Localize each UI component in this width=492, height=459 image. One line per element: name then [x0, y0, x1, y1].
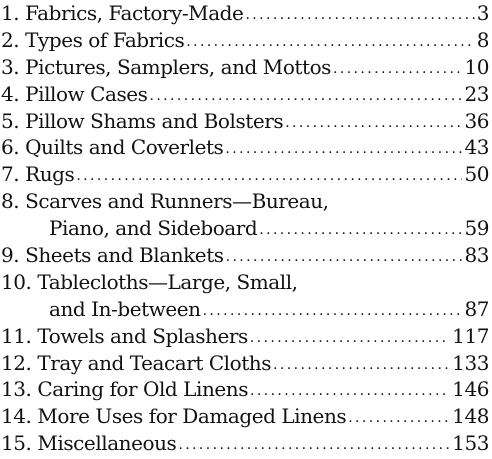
dot-leader [259, 214, 462, 244]
toc-entry-line [1, 242, 489, 269]
toc-entry [1, 54, 489, 81]
chapter-number: 13. [1, 377, 32, 402]
toc-entry-line [1, 403, 489, 430]
dot-leader [225, 133, 462, 163]
toc-entry [1, 242, 489, 269]
chapter-title: Caring for Old Linens [37, 377, 249, 402]
chapter-number: 10. [1, 269, 32, 294]
dot-leader [333, 53, 462, 83]
toc-entry [1, 134, 489, 161]
toc-entry-line [1, 269, 489, 296]
dot-leader [285, 107, 462, 137]
chapter-title: Fabrics, Factory-Made [25, 1, 244, 25]
dot-leader [245, 0, 474, 29]
toc-entry [1, 350, 489, 377]
dot-leader [348, 402, 450, 432]
dot-leader [149, 80, 462, 110]
page-number: 153 [452, 431, 489, 456]
toc-entry-line [1, 188, 489, 215]
dot-leader [203, 295, 463, 325]
toc-entry-line [1, 0, 489, 27]
page-number: 36 [464, 108, 489, 133]
chapter-title: Tray and Teacart Cloths [37, 350, 272, 375]
toc-entry-continuation-line [1, 215, 489, 242]
toc-entry-continuation-line [1, 296, 489, 323]
chapter-number: 5. [1, 108, 20, 133]
dot-leader [250, 375, 450, 405]
page-number: 148 [452, 404, 489, 429]
page-number: 8 [476, 27, 489, 52]
page-number: 23 [464, 81, 489, 106]
chapter-number: 4. [1, 81, 20, 106]
toc-entry-line [1, 323, 489, 350]
table-of-contents [1, 0, 489, 457]
toc-entry [1, 161, 489, 188]
page-number: 43 [464, 135, 489, 160]
chapter-title: Miscellaneous [37, 431, 177, 456]
chapter-title: Towels and Splashers [37, 323, 248, 348]
toc-entry-line [1, 161, 489, 188]
toc-entry [1, 27, 489, 54]
toc-entry-line [1, 376, 489, 403]
page-number: 3 [476, 1, 489, 25]
toc-entry [1, 323, 489, 350]
dot-leader [250, 322, 450, 352]
chapter-number: 14. [1, 404, 32, 429]
dot-leader [186, 26, 474, 56]
chapter-title: Scarves and Runners—Bureau, [25, 189, 329, 214]
chapter-number: 9. [1, 243, 20, 268]
toc-entry [1, 0, 489, 27]
chapter-title: Rugs [25, 162, 75, 187]
chapter-number: 6. [1, 135, 20, 160]
page-number: 50 [464, 162, 489, 187]
toc-entry-line [1, 27, 489, 54]
chapter-number: 3. [1, 54, 20, 79]
dot-leader [178, 429, 450, 459]
toc-entry [1, 188, 489, 242]
toc-entry [1, 81, 489, 108]
chapter-number: 2. [1, 27, 20, 52]
chapter-number: 1. [1, 1, 20, 25]
toc-entry-line [1, 350, 489, 377]
chapter-title: and In-between [49, 296, 201, 321]
toc-entry-line [1, 430, 489, 457]
chapter-title: Types of Fabrics [25, 27, 185, 52]
chapter-title: Quilts and Coverlets [25, 135, 224, 160]
chapter-number: 7. [1, 162, 20, 187]
page-number: 10 [464, 54, 489, 79]
dot-leader [76, 160, 462, 190]
toc-entry-line [1, 108, 489, 135]
chapter-title: More Uses for Damaged Linens [37, 404, 347, 429]
chapter-title: Piano, and Sideboard [49, 216, 258, 241]
chapter-title: Tablecloths—Large, Small, [37, 269, 298, 294]
chapter-title: Pictures, Samplers, and Mottos [25, 54, 331, 79]
toc-entry [1, 376, 489, 403]
toc-entry [1, 108, 489, 135]
chapter-number: 8. [1, 189, 20, 214]
dot-leader [226, 241, 463, 271]
page-number: 83 [464, 243, 489, 268]
chapter-title: Sheets and Blankets [25, 243, 224, 268]
toc-entry-line [1, 81, 489, 108]
page-number: 87 [464, 296, 489, 321]
toc-entry [1, 430, 489, 457]
chapter-title: Pillow Cases [25, 81, 148, 106]
toc-entry-line [1, 54, 489, 81]
chapter-number: 11. [1, 323, 32, 348]
chapter-title: Pillow Shams and Bolsters [25, 108, 284, 133]
page-number: 133 [452, 350, 489, 375]
page-number: 146 [452, 377, 489, 402]
dot-leader [273, 349, 450, 379]
page-number: 59 [464, 216, 489, 241]
chapter-number: 15. [1, 431, 32, 456]
toc-entry-line [1, 134, 489, 161]
toc-entry [1, 403, 489, 430]
chapter-number: 12. [1, 350, 32, 375]
toc-entry [1, 269, 489, 323]
page-number: 117 [452, 323, 489, 348]
